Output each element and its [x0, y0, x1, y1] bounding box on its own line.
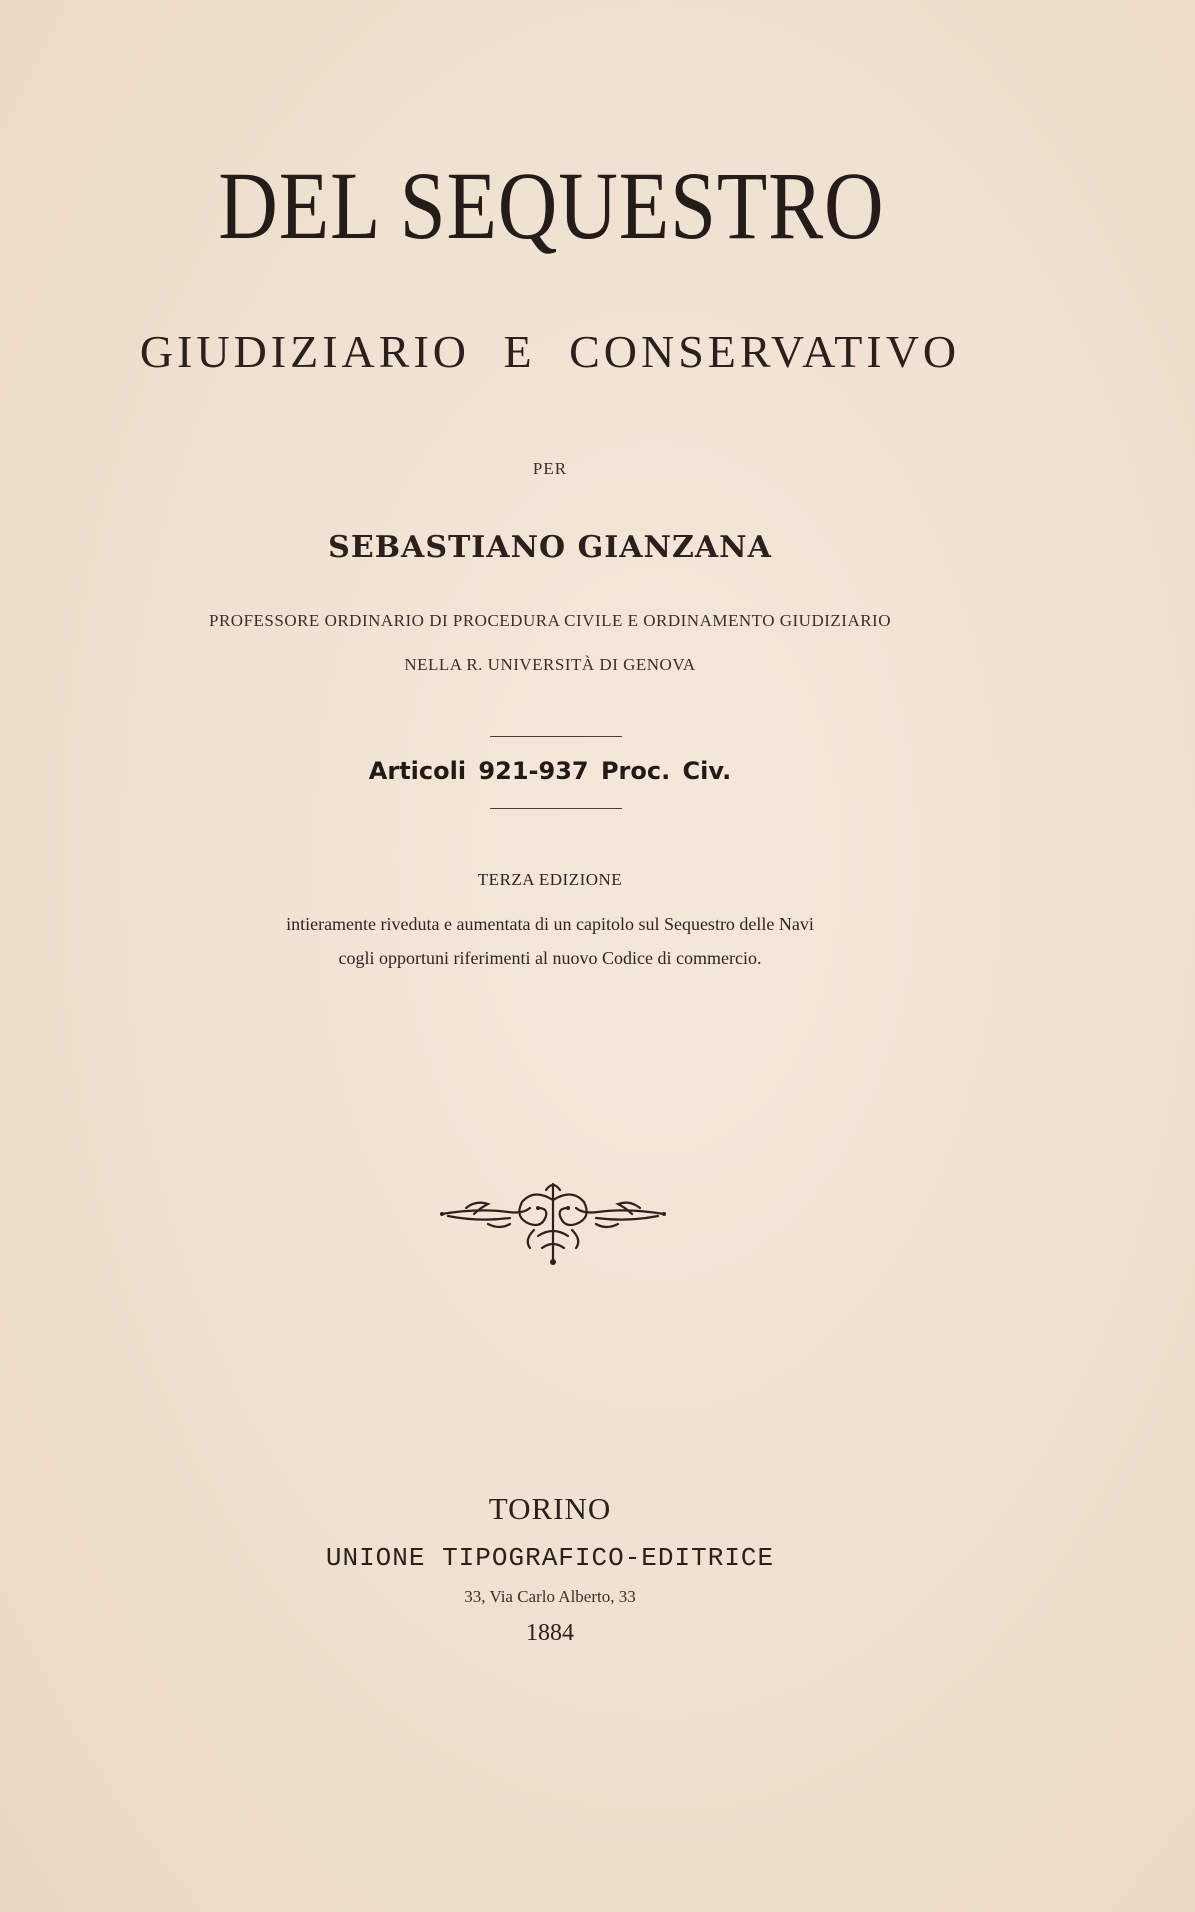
edition-label: TERZA EDIZIONE [477, 870, 623, 889]
articles-reference: Articoli 921-937 Proc. Civ. [368, 757, 732, 785]
publisher-address: 33, Via Carlo Alberto, 33 [464, 1587, 636, 1606]
per-label: PER [532, 459, 568, 478]
author-name: SEBASTIANO GIANZANA [328, 530, 772, 565]
publisher-name: UNIONE TIPOGRAFICO-EDITRICE [325, 1543, 775, 1573]
floral-ornament-icon [438, 1178, 668, 1268]
edition-description-line1: intieramente riveduta e aumentata di un capitolo sul Sequestro delle Navi [286, 914, 814, 934]
author-affiliation-line2: NELLA R. UNIVERSITÀ DI GENOVA [404, 655, 696, 674]
book-title: DEL SEQUESTRO [218, 152, 885, 259]
author-affiliation-line1: PROFESSORE ORDINARIO DI PROCEDURA CIVILE E ORDINAMENTO GIUDIZIARIO [209, 611, 891, 630]
edition-description-line2: cogli opportuni riferimenti al nuovo Codice di commercio. [338, 948, 762, 968]
publication-city: TORINO [488, 1491, 612, 1526]
divider-top [490, 736, 622, 737]
book-subtitle: GIUDIZIARIO E CONSERVATIVO [139, 326, 961, 377]
publication-year: 1884 [526, 1620, 574, 1646]
divider-bottom [490, 808, 622, 809]
